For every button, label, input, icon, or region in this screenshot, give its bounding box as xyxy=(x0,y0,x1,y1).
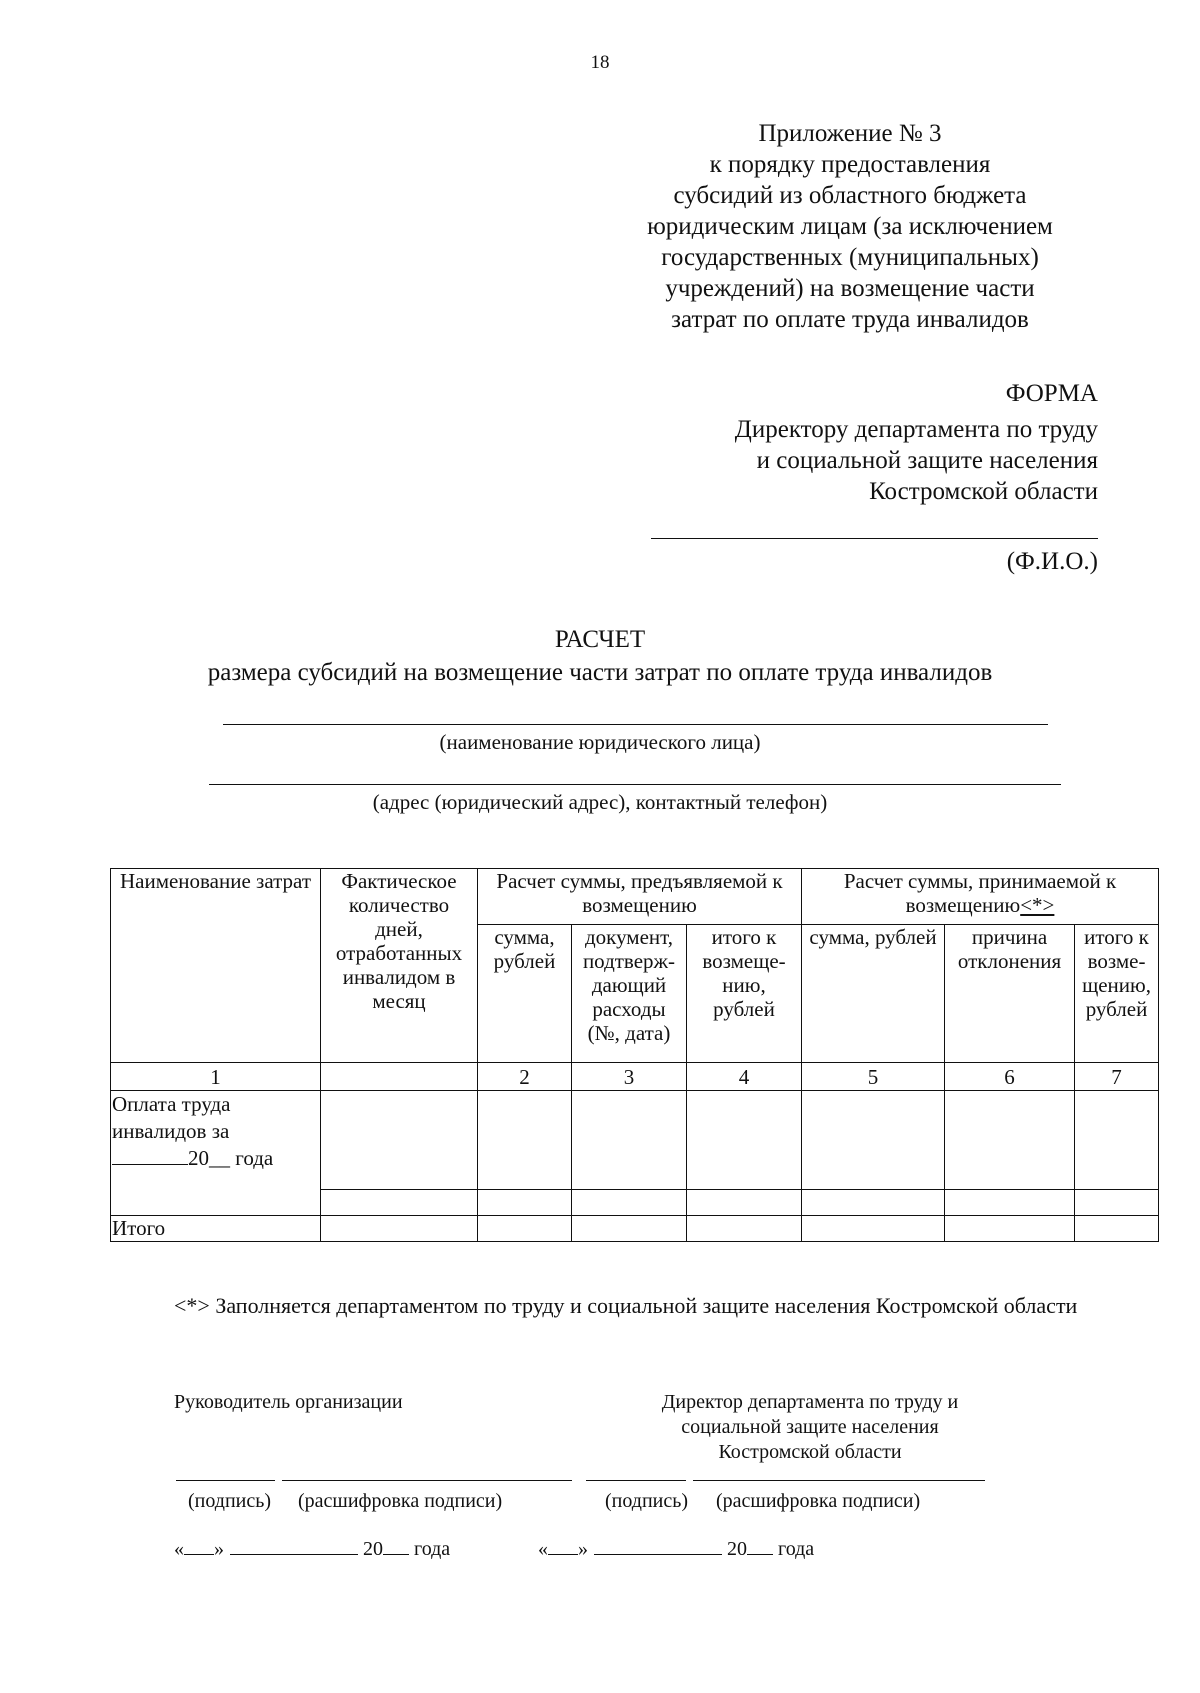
row-payment-line: инвалидов за xyxy=(112,1119,230,1143)
date-close-quote: » xyxy=(578,1538,588,1560)
right-sign-caption: (подпись) xyxy=(605,1490,689,1512)
table-cell[interactable] xyxy=(321,1091,478,1190)
right-signatory-line: Директор департамента по труду и xyxy=(661,1391,959,1413)
table-cell[interactable] xyxy=(945,1091,1075,1190)
date-open-quote: « xyxy=(538,1538,548,1560)
header-deviation-reason: причина отклонения xyxy=(945,925,1075,1063)
date-open-quote: « xyxy=(174,1538,184,1560)
footnote: <*> Заполняется департаментом по труду и социальной защите населения Костромской области xyxy=(174,1293,1078,1318)
appendix-line: к порядку предоставления xyxy=(709,151,991,178)
addressee-line: Костромской области xyxy=(869,478,1098,505)
column-number: 6 xyxy=(945,1063,1075,1091)
appendix-line: государственных (муниципальных) xyxy=(661,244,1039,271)
table-cell[interactable] xyxy=(802,1091,945,1190)
month-blank[interactable] xyxy=(594,1536,722,1555)
row-payment-line: Оплата труда xyxy=(112,1092,231,1116)
footnote-marker-link[interactable]: <*> xyxy=(1020,893,1055,917)
row-payment-label xyxy=(111,1091,321,1216)
entity-name-caption: (наименование юридического лица) xyxy=(439,730,761,754)
day-blank[interactable] xyxy=(184,1536,214,1555)
year-suffix: года xyxy=(414,1538,451,1560)
header-days-worked: Фактическое количество дней, отработанных инвалидом в месяц xyxy=(321,869,478,1063)
header-accepted-text: Расчет суммы, принимаемой к возмещению xyxy=(843,869,1117,917)
left-sign-caption: (подпись) xyxy=(188,1490,272,1512)
column-number: 5 xyxy=(802,1063,945,1091)
addressee-line: Директору департамента по труду xyxy=(734,416,1098,443)
fio-caption: (Ф.И.О.) xyxy=(1006,548,1098,575)
address-caption: (адрес (юридический адрес), контактный телефон) xyxy=(372,790,828,814)
left-decode-caption: (расшифровка подписи) xyxy=(298,1490,503,1512)
left-signature-line[interactable] xyxy=(176,1480,275,1481)
calculation-table xyxy=(110,868,1159,1242)
table-cell[interactable] xyxy=(945,1190,1075,1216)
table-cell[interactable] xyxy=(1075,1190,1159,1216)
table-cell[interactable] xyxy=(802,1190,945,1216)
month-fill-blank[interactable] xyxy=(112,1146,188,1165)
table-cell[interactable] xyxy=(478,1216,572,1242)
appendix-line: Приложение № 3 xyxy=(758,120,942,147)
right-decode-line[interactable] xyxy=(693,1480,985,1481)
right-date-line xyxy=(538,1536,814,1561)
table-cell[interactable] xyxy=(572,1190,687,1216)
header-claimed-total: итого к возмеще-нию, рублей xyxy=(687,925,802,1063)
year-blank[interactable] xyxy=(383,1536,409,1555)
fio-fill-line[interactable] xyxy=(651,538,1098,539)
appendix-header xyxy=(600,118,1100,335)
column-number: 4 xyxy=(687,1063,802,1091)
header-accepted-total: итого к возме-щению, рублей xyxy=(1075,925,1159,1063)
month-blank[interactable] xyxy=(230,1536,358,1555)
right-signature-line[interactable] xyxy=(586,1480,686,1481)
entity-name-fill-line[interactable] xyxy=(223,724,1048,725)
table-cell[interactable] xyxy=(572,1091,687,1190)
row-total-label: Итого xyxy=(111,1216,321,1242)
column-number: 3 xyxy=(572,1063,687,1091)
form-label: ФОРМА xyxy=(1005,380,1098,407)
header-accepted-calc xyxy=(802,869,1159,925)
header-accepted-sum: сумма, рублей xyxy=(802,925,945,1063)
right-decode-caption: (расшифровка подписи) xyxy=(716,1490,921,1512)
year-prefix: 20 xyxy=(727,1538,747,1560)
year-blank[interactable] xyxy=(747,1536,773,1555)
left-date-line xyxy=(174,1536,450,1561)
appendix-line: субсидий из областного бюджета xyxy=(673,182,1027,209)
right-signatory-line: социальной защите населения xyxy=(681,1416,939,1438)
address-fill-line[interactable] xyxy=(209,784,1061,785)
table-cell[interactable] xyxy=(687,1216,802,1242)
appendix-line: юридическим лицам (за исключением xyxy=(647,213,1053,240)
addressee-block xyxy=(560,414,1098,507)
table-cell[interactable] xyxy=(1075,1091,1159,1190)
table-cell[interactable] xyxy=(945,1216,1075,1242)
header-supporting-document: документ, подтверж-дающий расходы (№, дата) xyxy=(572,925,687,1063)
column-number: 2 xyxy=(478,1063,572,1091)
table-cell[interactable] xyxy=(321,1190,478,1216)
date-close-quote: » xyxy=(214,1538,224,1560)
table-cell[interactable] xyxy=(687,1091,802,1190)
row-payment-year: 20__ года xyxy=(188,1146,274,1170)
right-signatory-title xyxy=(640,1390,980,1465)
document-title: РАСЧЕТ xyxy=(554,626,646,653)
day-blank[interactable] xyxy=(548,1536,578,1555)
year-prefix: 20 xyxy=(363,1538,383,1560)
table-cell[interactable] xyxy=(478,1091,572,1190)
table-cell[interactable] xyxy=(572,1216,687,1242)
column-number: 7 xyxy=(1075,1063,1159,1091)
left-decode-line[interactable] xyxy=(282,1480,572,1481)
appendix-line: учреждений) на возмещение части xyxy=(665,275,1035,302)
table-cell[interactable] xyxy=(802,1216,945,1242)
page-number: 18 xyxy=(590,52,610,73)
header-claimed-calc: Расчет суммы, предъявляемой к возмещению xyxy=(478,869,802,925)
table-cell[interactable] xyxy=(1075,1216,1159,1242)
appendix-line: затрат по оплате труда инвалидов xyxy=(671,306,1029,333)
right-signatory-line: Костромской области xyxy=(718,1441,902,1463)
column-number: 1 xyxy=(111,1063,321,1091)
header-cost-name: Наименование затрат xyxy=(111,869,321,1063)
table-cell[interactable] xyxy=(478,1190,572,1216)
year-suffix: года xyxy=(778,1538,815,1560)
left-signatory-title: Руководитель организации xyxy=(174,1391,403,1413)
row-payment-period xyxy=(112,1145,318,1172)
table-cell[interactable] xyxy=(321,1216,478,1242)
document-subtitle: размера субсидий на возмещение части затрат по оплате труда инвалидов xyxy=(207,659,993,686)
column-number xyxy=(321,1063,478,1091)
table-cell[interactable] xyxy=(687,1190,802,1216)
header-claimed-sum: сумма, рублей xyxy=(478,925,572,1063)
addressee-line: и социальной защите населения xyxy=(756,447,1098,474)
